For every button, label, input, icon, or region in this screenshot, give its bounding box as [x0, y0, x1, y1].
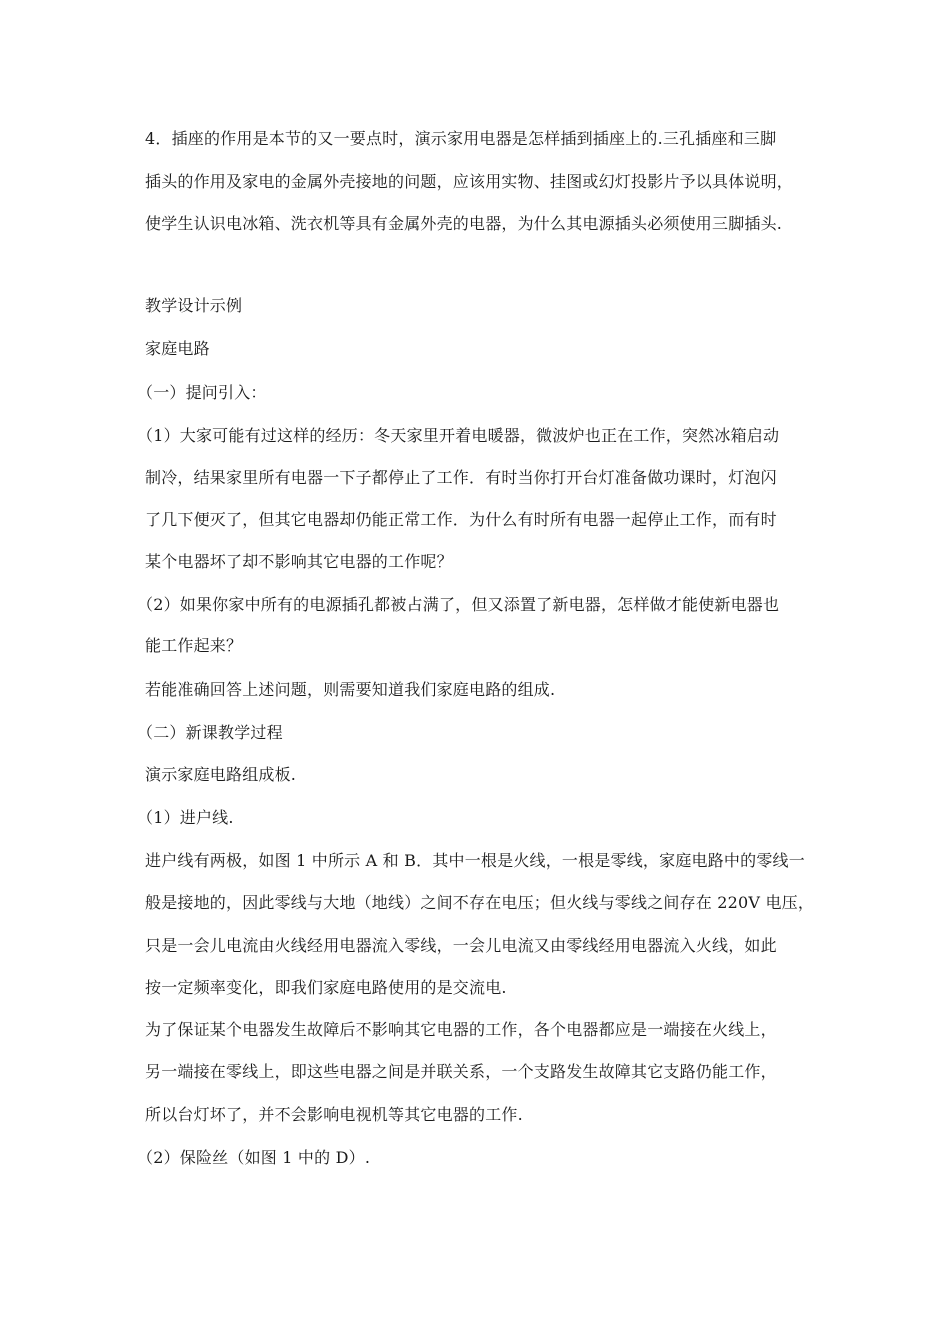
part1-heading: （一）提问引入： — [137, 383, 267, 402]
item1b-line-3: 所以台灯坏了，并不会影响电视机等其它电器的工作. — [145, 1105, 523, 1124]
item1-line-4: 按一定频率变化，即我们家庭电路使用的是交流电. — [145, 978, 507, 997]
item1-line-2: 般是接地的，因此零线与大地（地线）之间不存在电压；但火线与零线之间存在 220V 电压， — [145, 893, 815, 912]
item1b-line-1: 为了保证某个电器发生故障后不影响其它电器的工作，各个电器都应是一端接在火线上， — [145, 1020, 777, 1039]
demo-text: 演示家庭电路组成板. — [145, 765, 297, 784]
q1-line-2: 制冷，结果家里所有电器一下子都停止了工作．有时当你打开台灯准备做功课时，灯泡闪 — [145, 468, 777, 487]
item1b-line-2: 另一端接在零线上，即这些电器之间是并联关系，一个支路发生故障其它支路仍能工作， — [145, 1062, 777, 1081]
q1-line-3: 了几下便灭了，但其它电器却仍能正常工作．为什么有时所有电器一起停止工作，而有时 — [145, 510, 777, 529]
section-heading: 教学设计示例 — [145, 296, 243, 315]
lesson-title: 家庭电路 — [145, 339, 210, 358]
item1-line-3: 只是一会儿电流由火线经用电器流入零线，一会儿电流又由零线经用电器流入火线，如此 — [145, 936, 777, 955]
item1-line-1: 进户线有两极，如图 1 中所示 A 和 B．其中一根是火线，一根是零线，家庭电路中的零线一 — [145, 851, 805, 870]
intro-line-1: 4．插座的作用是本节的又一要点时，演示家用电器是怎样插到插座上的.三孔插座和三脚 — [145, 129, 777, 148]
item1-heading: （1）进户线. — [137, 808, 234, 827]
q2-line-2: 能工作起来？ — [145, 636, 243, 655]
intro-line-2: 插头的作用及家电的金属外壳接地的问题，应该用实物、挂图或幻灯投影片予以具体说明， — [145, 172, 794, 191]
part1-conclusion: 若能准确回答上述问题，则需要知道我们家庭电路的组成. — [145, 680, 556, 699]
q1-line-4: 某个电器坏了却不影响其它电器的工作呢？ — [145, 552, 453, 571]
q2-line-1: （2）如果你家中所有的电源插孔都被占满了，但又添置了新电器，怎样做才能使新电器也 — [137, 595, 780, 614]
part2-heading: （二）新课教学过程 — [137, 723, 283, 742]
q1-line-1: （1）大家可能有过这样的经历：冬天家里开着电暖器，微波炉也正在工作，突然冰箱启动 — [137, 426, 780, 445]
item2-heading: （2）保险丝（如图 1 中的 D）. — [137, 1148, 371, 1167]
intro-line-3: 使学生认识电冰箱、洗衣机等具有金属外壳的电器，为什么其电源插头必须使用三脚插头. — [145, 214, 783, 233]
